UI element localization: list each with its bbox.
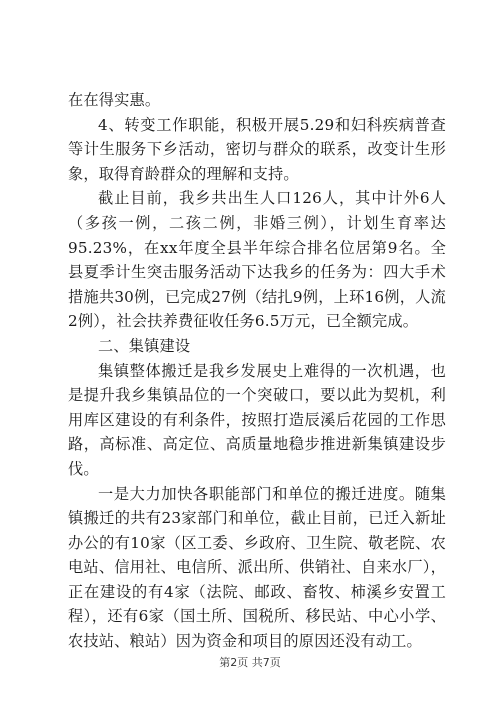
- page-footer: 第2页 共7页: [219, 656, 281, 669]
- paragraph-town-relocation: 集镇整体搬迁是我乡发展史上难得的一次机遇，也是提升我乡集镇品位的一个突破口，要以此为契机，利用库区建设的有利条件，按照打造辰溪后花园的工作思路，高标准、高定位、高质量地稳步推进新集镇建设步伐。: [68, 361, 446, 478]
- section-heading: 二、集镇建设: [98, 336, 191, 355]
- document-body: [68, 88, 446, 654]
- paragraph-continuation: 在在得实惠。: [68, 91, 161, 109]
- paragraph-item-4: 4、转变工作职能，积极开展5.29和妇科疾病普查等计生服务下乡活动，密切与群众的联系，改变计生形象，取得育龄群众的理解和支持。: [68, 115, 446, 183]
- paragraph-statistics: 截止目前，我乡共出生人口126人，其中计外6人（多孩一例，二孩二例，非婚三例），计划生育率达95.23%，在xx年度全县半年综合排名位居第9名。全县夏季计生突击服务活动下达我乡的任务为：四大手术措施共30例，已完成27例（结扎9例，上环16例，人流2例），社会扶养费征收任务6.5万元，已全额完成。: [68, 189, 446, 331]
- paragraph-relocation-progress: 一是大力加快各职能部门和单位的搬迁进度。随集镇搬迁的共有23家部门和单位，截止目前，已迁入新址办公的有10家（区工委、乡政府、卫生院、敬老院、农电站、信用社、电信所、派出所、供销社、自来水厂），正在建设的有4家（法院、邮政、畜牧、柿溪乡安置工程），还有6家（国土所、国税所、移民站、中心小学、农技站、粮站）因为资金和项目的原因还没有动工。: [68, 484, 446, 651]
